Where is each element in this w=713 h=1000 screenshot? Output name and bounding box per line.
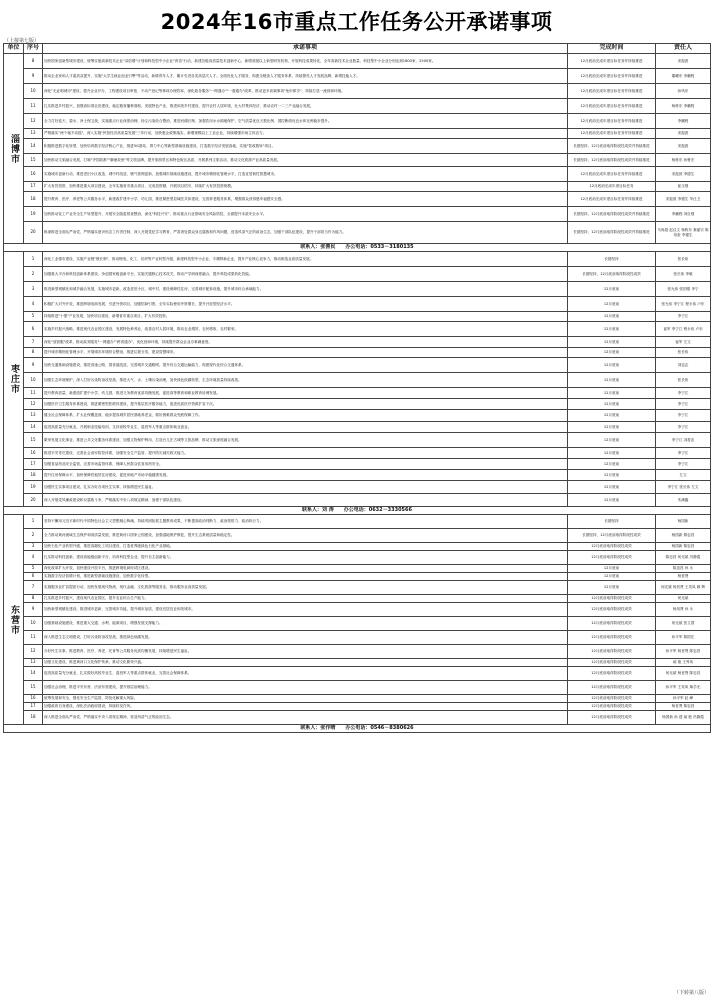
seq-cell: 11 <box>24 631 43 645</box>
owner-cell: 杨栋东 孙鲁宏 <box>656 154 711 167</box>
owner-cell: 董曜东 李鹏程 <box>656 69 711 84</box>
time-cell: 12月底前取得阶段性成效 <box>568 703 656 711</box>
time-cell: 长期坚持，12月底前取得阶段性成效并持续推进 <box>568 154 656 167</box>
table-row <box>4 282 711 297</box>
seq-cell: 8 <box>24 348 43 358</box>
owner-cell: 何光斌 张立国 <box>656 617 711 631</box>
seq-cell: 1 <box>24 515 43 529</box>
time-cell: 12月底前取得阶段性成效 <box>568 603 656 617</box>
owner-cell: 宋振波 李德生 毕仕卫 <box>656 192 711 207</box>
task-cell: 加快国家创新型城市建设，统筹实施高新技术企业"双倍增"计划和科技型中小企业"育苗"行动，新建各级高质量技术创新中心，新增省级以上新型研发机构，开展科技成果转化，全年高新技术企业数量、科技型中小企业分别达到1800家、2500家。 <box>43 54 568 69</box>
seq-cell: 8 <box>24 54 43 69</box>
seq-cell: 16 <box>24 167 43 182</box>
owner-cell: 杨国新 孙 建 郝 艳 冯静霞 <box>656 711 711 725</box>
table-row <box>4 681 711 695</box>
owner-cell: 李宁江 <box>656 410 711 422</box>
time-cell: 长期坚持，12月底前取得阶段性成效并持续推进 <box>568 139 656 154</box>
seq-cell: 12 <box>24 399 43 410</box>
task-cell: 扎实推进乡村振兴，加强高标准农田建设，稳定粮食播种面积，发展特色产业，推进和美乡村建设，提升农村人居环境，壮大村集体经济，推动农村一二三产业融合发展。 <box>43 99 568 114</box>
task-cell: 坚持不懈用习近平新时代中国特色社会主义思想凝心铸魂，持续巩固拓展主题教育成果，不断提高政治判断力、政治领悟力、政治执行力。 <box>43 515 568 529</box>
contact-info: 联系人：张善民 办公电话：0533－3180135 <box>4 244 711 252</box>
table-row <box>4 358 711 373</box>
time-cell: 12月底前 <box>568 373 656 388</box>
time-cell: 长期坚持，12月底前取得阶段性成效并持续推进 <box>568 207 656 222</box>
task-cell: 全力推动黄河流域生态保护和高质量发展，推进黄河口国家公园建设，加强湿地保护修复，提升生态系统质量和稳定性。 <box>43 529 568 543</box>
task-cell: 实施服务业扩容提质行动，加快发展现代物流、现代金融、文化旅游等服务业，推动服务业高质量发展。 <box>43 581 568 595</box>
seq-cell: 6 <box>24 573 43 581</box>
seq-cell: 19 <box>24 481 43 494</box>
task-cell: 积极扩大对外开放，推进跨境电商发展，引进外资项目，加强招商引资，全年实际使用外资增长，提升开放型经济水平。 <box>43 297 568 312</box>
task-cell: 严格落实"两个毫不动摇"，深入实施"民营经济高质量发展"三年行动，加快惠企政策落实，新增规模以上工业企业，持续增强市场主体活力。 <box>43 129 568 139</box>
table-row <box>4 470 711 481</box>
seq-cell: 4 <box>24 297 43 312</box>
time-cell: 12月底前 <box>568 388 656 399</box>
owner-cell: 孙平军 杨晋贤 陈忠昌 <box>656 645 711 659</box>
time-cell: 12月底前完成年度目标任务并持续推进 <box>568 84 656 99</box>
time-cell: 长期坚持，12月底前取得阶段性成效 <box>568 529 656 543</box>
owner-cell: 李宁江 <box>656 448 711 459</box>
owner-cell: 宋振波 李德生 <box>656 167 711 182</box>
owner-cell: 孙平军 赵 峰 <box>656 695 711 703</box>
time-cell: 12月底前 <box>568 481 656 494</box>
table-row <box>4 99 711 114</box>
seq-cell: 5 <box>24 565 43 573</box>
time-cell: 12月底前 <box>568 494 656 507</box>
time-cell: 12月底前 <box>568 322 656 337</box>
owner-cell: 李宁江 张长伟 左文 <box>656 481 711 494</box>
time-cell: 12月底前完成年度目标任务并持续推进 <box>568 192 656 207</box>
seq-cell: 20 <box>24 494 43 507</box>
task-cell: 促进高质量充分就业，扎实做好高校毕业生、退役军人等重点群体就业，完善社会保障体系。 <box>43 667 568 681</box>
task-cell: 加强民生实事项目建设，扎实办好各项民生实事，持续增进民生福祉。 <box>43 481 568 494</box>
seq-cell: 2 <box>24 267 43 282</box>
contact-info: 联系人：刘 涛 办公电话：0632－3330566 <box>4 507 711 515</box>
table-row <box>4 565 711 573</box>
owner-cell: 何光斌 <box>656 595 711 603</box>
contact-row <box>4 507 711 515</box>
seq-cell: 15 <box>24 681 43 695</box>
task-cell: 深化"无证明城市"建设，提升企业开办、工程建设项目审批、不动产登记等事项办理效率，深化政务服务"一网通办""一窗通办"改革，推动更多高频事项"免申即享"，持续打造一流营商环境。 <box>43 84 568 99</box>
owner-cell: 陈忠昌 何光斌 冯静霞 <box>656 551 711 565</box>
task-cell: 繁荣发展文化事业，推进公共文化服务体系建设，加强文物保护利用，打造台儿庄古城等文旅品牌，推动文旅深度融合发展。 <box>43 433 568 448</box>
table-row <box>4 703 711 711</box>
time-cell: 12月底前取得阶段性成效 <box>568 631 656 645</box>
task-cell: 提升教育质量，新建改扩建中小学、幼儿园，推进义务教育优质均衡发展，促进高等教育和职业教育协调发展。 <box>43 388 568 399</box>
seq-cell: 11 <box>24 388 43 399</box>
task-cell: 全力打好蓝天、碧水、净土保卫战，实施重点行业深度治理、扬尘污染综合整治，推进河湖长制，加强饮用水水源地保护，空气质量优良天数比例、国控断面优良水体比例稳步提升。 <box>43 114 568 129</box>
seq-cell: 18 <box>24 470 43 481</box>
owner-cell: 李宁江 <box>656 388 711 399</box>
seq-cell: 15 <box>24 433 43 448</box>
task-cell: 深入推进生态文明建设，打好污染防治攻坚战，推进绿色低碳发展。 <box>43 631 568 645</box>
time-cell: 12月底前完成年度目标任务并持续推进 <box>568 114 656 129</box>
contact-info: 联系人：张作晴 办公电话：0546－8380626 <box>4 725 711 733</box>
owner-cell: 张允伟 张国强 李宁 <box>656 282 711 297</box>
table-row <box>4 252 711 267</box>
task-cell: 深化工业强市建设，实施产业链"链长制"，推动锂电、化工、纺织等产业转型升级，新建科技型中小企业、专精特新企业，提升产业核心竞争力，推动制造业高质量发展。 <box>43 252 568 267</box>
seq-cell: 10 <box>24 373 43 388</box>
table-row <box>4 529 711 543</box>
table-row <box>4 114 711 129</box>
owner-cell: 杨栋东 李鹏程 <box>656 99 711 114</box>
seq-cell: 17 <box>24 182 43 192</box>
owner-cell: 杨晋贤 <box>656 573 711 581</box>
table-row <box>4 84 711 99</box>
task-cell: 实施数字经济倍增计划，推进新型基础设施建设，加快数字化转型。 <box>43 573 568 581</box>
table-row <box>4 192 711 207</box>
table-row <box>4 312 711 322</box>
owner-cell: 杨晋贤 陈忠昌 <box>656 703 711 711</box>
task-cell: 扎实推动科技创新，建设高能级创新平台，培育科技型企业，提升自主创新能力。 <box>43 551 568 565</box>
task-cell: 加强社会治理，推进平安东营、法治东营建设，提升基层治理能力。 <box>43 681 568 695</box>
table-header-row <box>4 44 711 54</box>
task-cell: 提升住房保障水平，加快保障性租赁住房建设，促进房地产市场平稳健康发展。 <box>43 470 568 481</box>
task-cell: 深化改革扩大开放，加快建设开放平台，推进跨境电商综试区建设。 <box>43 565 568 573</box>
time-cell: 12月底前 <box>568 312 656 322</box>
seq-cell: 11 <box>24 99 43 114</box>
contact-row <box>4 725 711 733</box>
task-cell: 推动企业家和人才素质双提升，实施"大学生就业创业引擎"等活动，新增青年人才，累计引进各类高层次人才。全面优化人才服务，构建全链条人才服务体系，持续擦亮人才发展品牌，新增技能人才。 <box>43 69 568 84</box>
time-cell: 12月底前取得阶段性成效 <box>568 659 656 667</box>
time-cell: 12月底前完成年度目标任务并持续推进 <box>568 167 656 182</box>
task-cell: 提升教育、医疗、养老等公共服务水平，新建改扩建中小学、幼儿园，推进紧密型县域医共体建设，完善养老服务体系，增强群众获得感幸福感安全感。 <box>43 192 568 207</box>
seq-cell: 17 <box>24 459 43 470</box>
time-cell: 12月底前取得阶段性成效 <box>568 667 656 681</box>
table-row <box>4 695 711 703</box>
task-cell: 深化"放管服"改革，推动政务服务"一网通办""跨省通办"，优化营商环境，持续提升群众企业办事满意度。 <box>43 337 568 348</box>
owner-cell: 朱满鑫 <box>656 494 711 507</box>
time-cell: 12月底前 <box>568 459 656 470</box>
seq-cell: 14 <box>24 139 43 154</box>
owner-cell: 杨国新 陈忠昌 <box>656 543 711 551</box>
task-cell: 深入开展党风廉政建设和反腐败斗争，严格落实中央八项规定精神，加强干部队伍建设。 <box>43 494 568 507</box>
owner-cell: 李鹏程 <box>656 114 711 129</box>
seq-cell: 10 <box>24 84 43 99</box>
seq-cell: 5 <box>24 312 43 322</box>
table-row <box>4 399 711 410</box>
time-cell: 长期坚持，12月底前取得阶段性成效并持续推进 <box>568 222 656 244</box>
table-body <box>4 54 711 733</box>
time-cell: 12月底前 <box>568 297 656 312</box>
task-cell: 加强生态环境保护，深入打好污染防治攻坚战，推进大气、水、土壤污染治理，加快绿色低碳转型，生态环境质量持续改善。 <box>43 373 568 388</box>
time-cell: 12月底前取得阶段性成效 <box>568 695 656 703</box>
unit-cell: 淄博市 <box>4 54 24 244</box>
owner-cell: 何光斌 杨晋贤 王英凤 顾 辉 <box>656 581 711 595</box>
continued-to-label: （下转第八版） <box>673 990 709 996</box>
table-row <box>4 388 711 399</box>
table-row <box>4 448 711 459</box>
time-cell: 12月底前完成年度目标任务并持续推进 <box>568 69 656 84</box>
seq-cell: 19 <box>24 207 43 222</box>
owner-cell: 崔军 左文 <box>656 337 711 348</box>
header-seq: 序号 <box>24 44 43 54</box>
owner-cell: 崔军 李宁江 程永伟 卢东 <box>656 322 711 337</box>
time-cell: 12月底前完成年度目标任务 <box>568 182 656 192</box>
task-cell: 积极推进数字化转型，加快培育数字经济核心产业，推进5G基站、算力中心等新型基础设施建设，打造数字经济发展高地，实施"智改数转"项目。 <box>43 139 568 154</box>
table-row <box>4 481 711 494</box>
header-task: 承诺事项 <box>43 44 568 54</box>
time-cell: 长期坚持 <box>568 252 656 267</box>
time-cell: 12月底前 <box>568 581 656 595</box>
time-cell: 12月底前 <box>568 433 656 448</box>
task-cell: 推进平安枣庄建设，完善社会治安防控体系，加强安全生产监管，提升防灾减灾救灾能力。 <box>43 448 568 459</box>
table-row <box>4 337 711 348</box>
table-row <box>4 207 711 222</box>
seq-cell: 6 <box>24 322 43 337</box>
time-cell: 12月底前 <box>568 422 656 433</box>
table-row <box>4 322 711 337</box>
contact-row <box>4 244 711 252</box>
task-cell: 加强基础设施建设，推进重大交通、水利、能源项目，增强发展支撑能力。 <box>43 617 568 631</box>
table-row <box>4 659 711 667</box>
commitment-table <box>3 43 711 733</box>
owner-cell: 张长伟 <box>656 252 711 267</box>
table-row <box>4 54 711 69</box>
owner-cell: 张长伟 李敏 <box>656 267 711 282</box>
time-cell: 12月底前 <box>568 282 656 297</box>
seq-cell: 3 <box>24 543 43 551</box>
owner-cell: 孙平军 王英凤 柴学光 <box>656 681 711 695</box>
task-cell: 统筹发展和安全，强化安全生产监管，防范化解重大风险。 <box>43 695 568 703</box>
seq-cell: 15 <box>24 154 43 167</box>
task-cell: 加快交通基础设施建设，推进高速公路、国省道改造，完善城乡交通路网，提升综合交通运输能力，构建现代化综合交通体系。 <box>43 358 568 373</box>
seq-cell: 16 <box>24 448 43 459</box>
owner-cell: 李宁江 刘善忠 <box>656 433 711 448</box>
task-cell: 实施城市更新行动，推进老旧小区改造、城中村改造、燃气管网更新，加强城市基础设施建设，提升城市精细化管理水平，打造宜居韧性智慧城市。 <box>43 167 568 182</box>
task-cell: 加强政府自身建设，深化法治政府建设，持续转变作风。 <box>43 703 568 711</box>
unit-cell: 东营市 <box>4 515 24 725</box>
owner-cell: 宋振波 <box>656 139 711 154</box>
seq-cell: 7 <box>24 337 43 348</box>
time-cell: 12月底前 <box>568 399 656 410</box>
owner-cell: 杨培贤 孙 永 <box>656 603 711 617</box>
seq-cell: 20 <box>24 222 43 244</box>
table-row <box>4 422 711 433</box>
task-cell: 扩大有效投资，加快推进重大项目建设，全年实施省市重点项目，完成投资额，开展项目招引，持续扩大有效投资规模。 <box>43 182 568 192</box>
task-cell: 加强医疗卫生服务体系建设，推进紧密型医联体建设，提升基层医疗服务能力，促进优质医疗资源扩容下沉。 <box>43 399 568 410</box>
time-cell: 12月底前取得阶段性成效 <box>568 543 656 551</box>
header-owner: 责任人 <box>656 44 711 54</box>
table-row <box>4 154 711 167</box>
table-row <box>4 494 711 507</box>
table-row <box>4 551 711 565</box>
time-cell: 12月底前 <box>568 358 656 373</box>
owner-cell: 左文 <box>656 470 711 481</box>
owner-cell: 陈忠昌 孙 永 <box>656 565 711 573</box>
task-cell: 健全社会保障体系，扩大社保覆盖面，稳步提高城乡居民基础养老金，做好困难群众兜底保障工作。 <box>43 410 568 422</box>
time-cell: 12月底前取得阶段性成效 <box>568 617 656 631</box>
seq-cell: 13 <box>24 659 43 667</box>
unit-cell: 枣庄市 <box>4 252 24 507</box>
owner-cell: 杨国新 <box>656 515 711 529</box>
seq-cell: 3 <box>24 282 43 297</box>
seq-cell: 7 <box>24 581 43 595</box>
table-row <box>4 129 711 139</box>
seq-cell: 1 <box>24 252 43 267</box>
table-row <box>4 267 711 282</box>
owner-cell: 张允伟 李宁江 程永伟 卢东 <box>656 297 711 312</box>
task-cell: 扎实推进乡村振兴，建设现代农业园区，提升农业综合生产能力。 <box>43 595 568 603</box>
seq-cell: 17 <box>24 703 43 711</box>
owner-cell: 崔玉强 <box>656 182 711 192</box>
time-cell: 长期坚持 <box>568 515 656 529</box>
time-cell: 12月底前 <box>568 573 656 581</box>
table-row <box>4 711 711 725</box>
time-cell: 长期坚持，12月底前取得阶段性成效 <box>568 267 656 282</box>
task-cell: 加强食品药品安全监管，完善市场监管体系，保障人民群众饮食用药安全。 <box>43 459 568 470</box>
time-cell: 12月底前取得阶段性成效 <box>568 681 656 695</box>
owner-cell: 何光斌 杨晋贤 陈忠昌 <box>656 667 711 681</box>
table-row <box>4 167 711 182</box>
time-cell: 12月底前完成年度目标任务并持续推进 <box>568 54 656 69</box>
table-row <box>4 410 711 422</box>
time-cell: 12月底前完成年度目标任务并持续推进 <box>568 99 656 114</box>
task-cell: 办好民生实事，推进教育、医疗、养老、托育等公共服务优质均衡发展，持续增进民生福祉。 <box>43 645 568 659</box>
table-row <box>4 182 711 192</box>
owner-cell: 李宁江 <box>656 459 711 470</box>
seq-cell: 13 <box>24 129 43 139</box>
table-row <box>4 645 711 659</box>
task-cell: 持续推进"十强"产业发展，加快项目建设，新增省市重点项目，扩大有效投资。 <box>43 312 568 322</box>
table-row <box>4 603 711 617</box>
time-cell: 12月底前 <box>568 470 656 481</box>
table-row <box>4 581 711 595</box>
time-cell: 12月底前 <box>568 565 656 573</box>
time-cell: 12月底前取得阶段性成效 <box>568 645 656 659</box>
owner-cell: 郝 艳 王秀凤 <box>656 659 711 667</box>
task-cell: 实施乡村振兴战略，推进现代农业园区建设，发展特色种养业，改善农村人居环境，推动农业增效、农民增收、农村繁荣。 <box>43 322 568 337</box>
seq-cell: 14 <box>24 667 43 681</box>
time-cell: 12月底前 <box>568 448 656 459</box>
table-row <box>4 573 711 581</box>
table-row <box>4 631 711 645</box>
table-row <box>4 297 711 312</box>
owner-cell: 张长伟 <box>656 373 711 388</box>
owner-cell: 刘忠志 <box>656 358 711 373</box>
task-cell: 加强重大平台和科技创新体系建设，争创国家级创新平台，实施关键核心技术攻关，推动产学研深度融合，提升科技成果转化效能。 <box>43 267 568 282</box>
table-row <box>4 69 711 84</box>
time-cell: 12月底前取得阶段性成效 <box>568 595 656 603</box>
page-title: 2024年16市重点工作任务公开承诺事项 <box>160 10 553 34</box>
seq-cell: 9 <box>24 69 43 84</box>
task-cell: 加快新型城镇化建设，推进城市更新，完善城市功能，提升城市品质，建设宜居宜业和美城市。 <box>43 603 568 617</box>
table-row <box>4 617 711 631</box>
owner-cell: 孙平军 陈国庄 <box>656 631 711 645</box>
seq-cell: 18 <box>24 192 43 207</box>
task-cell: 促进高质量充分就业，开展职业技能培训，支持高校毕业生、退役军人等重点群体就业创业。 <box>43 422 568 433</box>
time-cell: 12月底前 <box>568 337 656 348</box>
table-row <box>4 667 711 681</box>
seq-cell: 12 <box>24 114 43 129</box>
seq-cell: 8 <box>24 595 43 603</box>
owner-cell: 李宁江 <box>656 312 711 322</box>
seq-cell: 12 <box>24 645 43 659</box>
task-cell: 加快石化产业转型升级，推进高端化工项目建设，打造世界级绿色石化产业基地。 <box>43 543 568 551</box>
table-row <box>4 373 711 388</box>
table-row <box>4 515 711 529</box>
time-cell: 12月底前 <box>568 348 656 358</box>
table-row <box>4 348 711 358</box>
header-unit: 单位 <box>4 44 24 54</box>
continued-from-label: （上接第七版） <box>4 38 40 44</box>
table-row <box>4 595 711 603</box>
seq-cell: 10 <box>24 617 43 631</box>
table-row <box>4 543 711 551</box>
seq-cell: 14 <box>24 422 43 433</box>
table-row <box>4 222 711 244</box>
owner-cell: 宋振波 <box>656 54 711 69</box>
task-cell: 加快推动化工产业安全生产转型提升，开展安全隐患排查整治，深化"科技兴安"，推动重点行业领域安全风险防控，全面提升本质安全水平。 <box>43 207 568 222</box>
owner-cell: 张长伟 <box>656 348 711 358</box>
time-cell: 12月底前取得阶段性成效 <box>568 551 656 565</box>
seq-cell: 16 <box>24 695 43 703</box>
seq-cell: 9 <box>24 603 43 617</box>
seq-cell: 18 <box>24 711 43 725</box>
task-cell: 深入推进全面从严治党，严格落实中央八项规定精神，营造风清气正的政治生态。 <box>43 711 568 725</box>
task-cell: 提升城市精细化管理水平，开展城市环境综合整治，推进垃圾分类，建设智慧城市。 <box>43 348 568 358</box>
time-cell: 12月底前完成年度目标任务并持续推进 <box>568 129 656 139</box>
seq-cell: 4 <box>24 551 43 565</box>
owner-cell: 李鹏程 刘自强 <box>656 207 711 222</box>
seq-cell: 13 <box>24 410 43 422</box>
task-cell: 加强文化建设，推进黄河口文化保护传承，推动文化繁荣兴盛。 <box>43 659 568 667</box>
time-cell: 12月底前 <box>568 410 656 422</box>
task-cell: 推进新型城镇化和城乡融合发展，实施城市更新，改造老旧小区、城中村，建设保障性住房，完善城市配套设施，提升城市综合承载能力。 <box>43 282 568 297</box>
owner-cell: 马尚超 赵汉文 杨栋东 秦丽宗 陈培奎 李德生 <box>656 222 711 244</box>
table-row <box>4 433 711 448</box>
time-cell: 12月底前取得阶段性成效 <box>568 711 656 725</box>
header-time: 完成时间 <box>568 44 656 54</box>
owner-cell: 李宁江 <box>656 399 711 410</box>
owner-cell: 孙风东 <box>656 84 711 99</box>
seq-cell: 9 <box>24 358 43 373</box>
table-row <box>4 459 711 470</box>
task-cell: 纵深推进全面从严治党，严格落实意识形态工作责任制，深入开展党纪学习教育，严肃查处群众身边腐败和作风问题，营造风清气正的政治生态，加强干部队伍建设，提升干部担当作为能力。 <box>43 222 568 244</box>
seq-cell: 2 <box>24 529 43 543</box>
owner-cell: 李宁江 <box>656 422 711 433</box>
task-cell: 加快推动文旅融合发展，打响"齐国故都""聊斋故里"等文旅品牌，提升旅游景区和特色街区品质，开展系列文旅活动，推动文化旅游产业高质量发展。 <box>43 154 568 167</box>
owner-cell: 宋振波 <box>656 129 711 139</box>
table-row <box>4 139 711 154</box>
owner-cell: 杨国新 陈忠昌 <box>656 529 711 543</box>
